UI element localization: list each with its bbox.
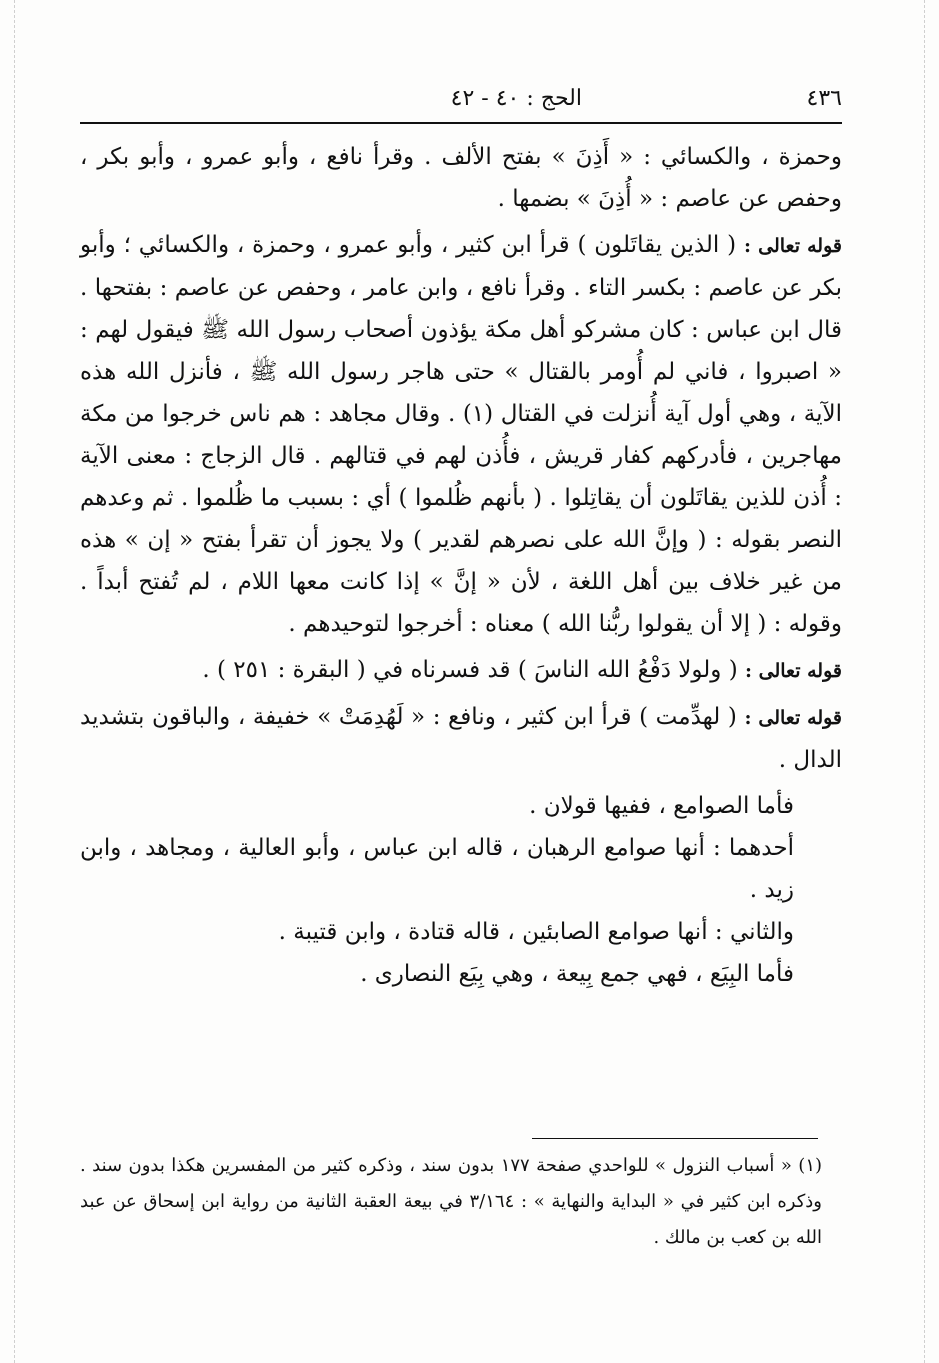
paragraph-text: أحدهما : أنها صوامع الرهبان ، قاله ابن عباس ، وأبو العالية ، ومجاهد ، وابن زيد .	[80, 835, 794, 903]
paragraph-text: ( الذين يقاتَلون ) قرأ ابن كثير ، وأبو عمرو ، وحمزة ، والكسائي ؛ وأبو بكر عن عاصم : بكسر التاء . وقرأ نافع ، وابن عامر ، وحفص عن عاصم : بفتحها . قال ابن عباس : كان مشركو أهل مكة يؤذون أصحاب رسول الله ﷺ فيقول لهم : « اصبروا ، فاني لم أُومر بالقتال » حتى هاجر رسول الله ﷺ ، فأنزل الله هذه الآية ، وهي أول آية أُنزلت في القتال (١) . وقال مجاهد : هم ناس خرجوا من مكة مهاجرين ، فأدركهم كفار قريش ، فأُذن لهم في قتالهم . قال الزجاج : معنى الآية : أُذن للذين يقاتَلون أن يقاتِلوا . ( بأنهم ظُلموا ) أي : بسبب ما ظُلموا . ثم وعدهم النصر بقوله : ( وإنَّ الله على نصرهم لقدير ) ولا يجوز أن تقرأ بفتح « إن » هذه من غير خلاف بين أهل اللغة ، لأن « إنَّ » إذا كانت معها اللام ، لم تُفتح أبداً . وقوله : ( إلا أن يقولوا ربُّنا الله ) معناه : أخرجوا لتوحيدهم .	[80, 232, 842, 637]
footnote: (١) « أسباب النزول » للواحدي صفحة ١٧٧ بدون سند ، وذكره كثير من المفسرين هكذا بدون سند . وذكره ابن كثير في « البداية والنهاية » : ٣/١٦٤ في بيعة العقبة الثانية من رواية ابن إسحاق عن عبد الله بن كعب بن مالك .	[80, 1155, 823, 1248]
main-text	[80, 136, 842, 995]
scan-edge-right	[924, 0, 925, 1363]
paragraph	[80, 649, 842, 692]
paragraph-text: فأما الصوامع ، ففيها قولان .	[529, 793, 794, 819]
page-header	[80, 86, 842, 120]
header-rule	[80, 122, 842, 124]
paragraph	[80, 827, 842, 911]
scan-edge-left	[14, 0, 15, 1363]
paragraph-text: ( لهدِّمت ) قرأ ابن كثير ، ونافع : « لَهُدِمَتْ » خفيفة ، والباقون بتشديد الدال .	[80, 704, 842, 773]
footnote-rule	[532, 1138, 818, 1139]
paragraph	[80, 911, 842, 953]
paragraph	[80, 785, 842, 827]
running-title: الحج : ٤٠ - ٤٢	[450, 86, 582, 111]
paragraph-text: فأما البِيَع ، فهي جمع بِيعة ، وهي بِيَع النصارى .	[360, 961, 794, 987]
paragraph	[80, 953, 842, 995]
footnotes	[80, 1148, 822, 1256]
paragraph-lead: قوله تعالى :	[743, 235, 842, 257]
paragraph-text: وحمزة ، والكسائي : « أَذِنَ » بفتح الألف . وقرأ نافع ، وأبو عمرو ، وأبو بكر ، وحفص عن عاصم : « أُذِنَ » بضمها .	[80, 144, 842, 212]
paragraph-text: ( ولولا دَفْعُ الله الناسَ ) قد فسرناه في ( البقرة : ٢٥١ ) .	[202, 657, 738, 683]
paragraph	[80, 136, 842, 220]
paragraph-lead: قوله تعالى :	[745, 660, 842, 682]
paragraph-text: والثاني : أنها صوامع الصابئين ، قاله قتادة ، وابن قتيبة .	[278, 919, 794, 945]
page-number: ٤٣٦	[806, 86, 842, 111]
paragraph	[80, 696, 842, 781]
paragraph-lead: قوله تعالى :	[744, 707, 843, 729]
paragraph	[80, 224, 842, 645]
